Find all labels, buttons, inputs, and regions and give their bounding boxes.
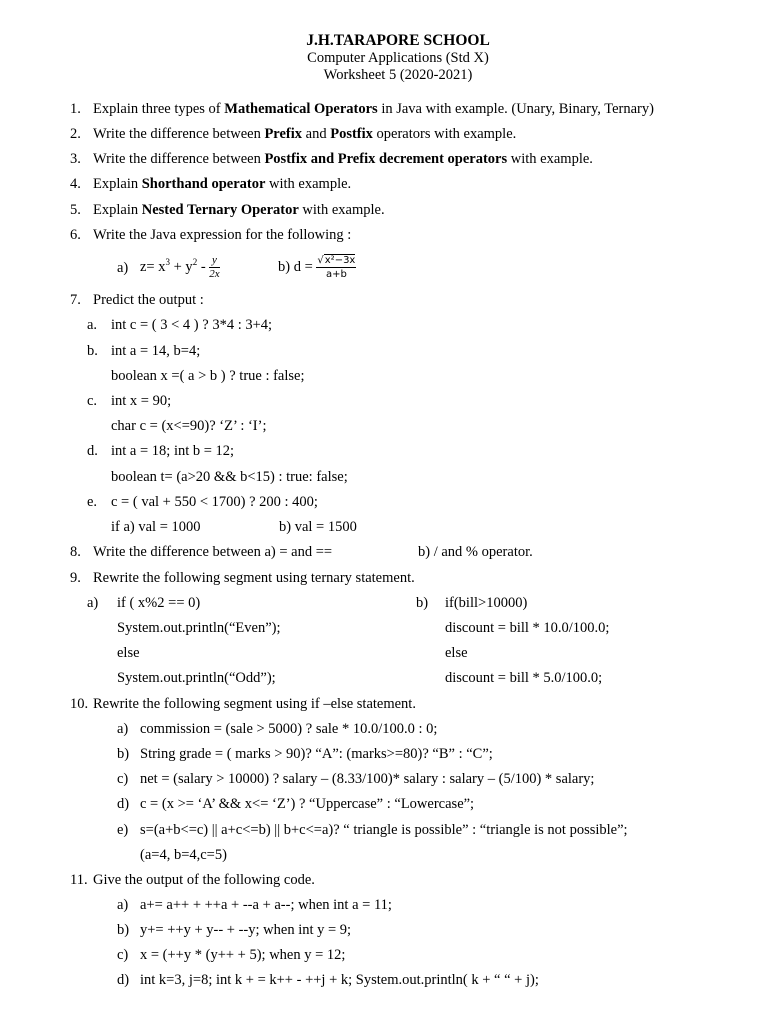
q10-e-label: e) [117,822,129,838]
q7-c-line2: char c = (x<=90)? ‘Z’ : ‘I’; [111,418,267,434]
subject-title: Computer Applications (Std X) [307,50,489,66]
q7-a-line: int c = ( 3 < 4 ) ? 3*4 : 3+4; [111,317,273,333]
q9-a-label: a) [87,595,99,611]
q11-c-label: c) [117,947,129,963]
q7-e-case-b: b) val = 1500 [279,519,357,535]
q11-b-text: y+= ++y + y-- + --y; when int y = 9; [140,922,352,938]
q4-number: 4. [70,176,81,192]
q4-text: Explain Shorthand operator with example. [93,176,352,192]
q10-text: Rewrite the following segment using if –else statement. [93,696,416,712]
q7-c-line1: int x = 90; [111,393,172,409]
q3-number: 3. [70,151,81,167]
q10-d-text: c = (x >= ‘A’ && x<= ‘Z’) ? “Uppercase” : “Lowercase”; [140,796,475,812]
q11-a-text: a+= a++ + ++a + --a + a--; when int a = 11; [140,897,392,913]
q9-a-line3: else [117,645,140,661]
q5-text: Explain Nested Ternary Operator with example. [93,202,385,218]
q9-a-line1: if ( x%2 == 0) [117,595,201,611]
q11-d-label: d) [117,972,130,988]
q11-c-text: x = (++y * (y++ + 5); when y = 12; [140,947,346,963]
q9-number: 9. [70,570,81,586]
q10-b-label: b) [117,746,130,762]
q7-d-label: d. [87,443,98,459]
q6-a-expression: $z= x^3 + y^2$ - $\frac{y}{2x}$ [140,254,220,281]
q10-a-text: commission = (sale > 5000) ? sale * 10.0/100.0 : 0; [140,721,438,737]
q11-d-text: int k=3, j=8; int k + = k++ - ++j + k; System.out.println( k + “ “ + j); [140,972,539,988]
q9-text: Rewrite the following segment using ternary statement. [93,570,415,586]
q1-number: 1. [70,101,81,117]
q9-b-line1: if(bill>10000) [445,595,528,611]
q10-c-label: c) [117,771,129,787]
q8-number: 8. [70,544,81,560]
q10-number: 10. [70,696,89,712]
q7-b-line1: int a = 14, b=4; [111,343,201,359]
q2-text: Write the difference between Prefix and Postfix operators with example. [93,126,517,142]
q8-text: Write the difference between a) = and == [93,544,333,560]
q11-a-label: a) [117,897,129,913]
q7-number: 7. [70,292,81,308]
q9-b-label: b) [416,595,429,611]
q10-e-text: s=(a+b<=c) || a+c<=b) || b+c<=a)? “ triangle is possible” : “triangle is not possible”; [140,822,628,838]
q5-number: 5. [70,202,81,218]
q6-a-fraction: $\frac{y}{2x}$ [209,254,220,281]
q9-b-line3: else [445,645,468,661]
q7-text: Predict the output : [93,292,204,308]
q7-a-label: a. [87,317,98,333]
q9-a-line4: System.out.println(“Odd”); [117,670,276,686]
q7-b-line2: boolean x =( a > b ) ? true : false; [111,368,305,384]
q10-b-text: String grade = ( marks > 90)? “A”: (marks>=80)? “B” : “C”; [140,746,493,762]
q8-b-text: b) / and % operator. [418,544,533,560]
q6-b-fraction: $\frac{\text{√x²−3x}}{a+b}$ [317,255,356,281]
q11-number: 11. [70,872,88,888]
q10-a-label: a) [117,721,129,737]
q1-text: Explain three types of Mathematical Operators in Java with example. (Unary, Binary, Ternary) [93,101,654,117]
q11-b-label: b) [117,922,130,938]
q6-b-expression: b) d = $\frac{\text{√x²−3x}}{a+b}$ [278,255,356,281]
q10-d-label: d) [117,796,130,812]
q6-text: Write the Java expression for the following : [93,227,352,243]
school-name: J.H.TARAPORE SCHOOL [306,32,490,49]
q7-e-label: e. [87,494,98,510]
q10-e-continuation: (a=4, b=4,c=5) [140,847,227,863]
q9-b-line4: discount = bill * 5.0/100.0; [445,670,603,686]
worksheet-title: Worksheet 5 (2020-2021) [323,67,473,83]
q9-a-line2: System.out.println(“Even”); [117,620,281,636]
q3-text: Write the difference between Postfix and Prefix decrement operators with example. [93,151,593,167]
q6-number: 6. [70,227,81,243]
q6-a-label: a) [117,260,129,276]
q2-number: 2. [70,126,81,142]
q7-e-line1: c = ( val + 550 < 1700) ? 200 : 400; [111,494,318,510]
q7-d-line1: int a = 18; int b = 12; [111,443,235,459]
q7-c-label: c. [87,393,98,409]
q7-d-line2: boolean t= (a>20 && b<15) : true: false; [111,469,348,485]
q10-c-text: net = (salary > 10000) ? salary – (8.33/100)* salary : salary – (5/100) * salary; [140,771,595,787]
q7-b-label: b. [87,343,98,359]
q9-b-line2: discount = bill * 10.0/100.0; [445,620,610,636]
q7-e-case-a: if a) val = 1000 [111,519,201,535]
q11-text: Give the output of the following code. [93,872,315,888]
